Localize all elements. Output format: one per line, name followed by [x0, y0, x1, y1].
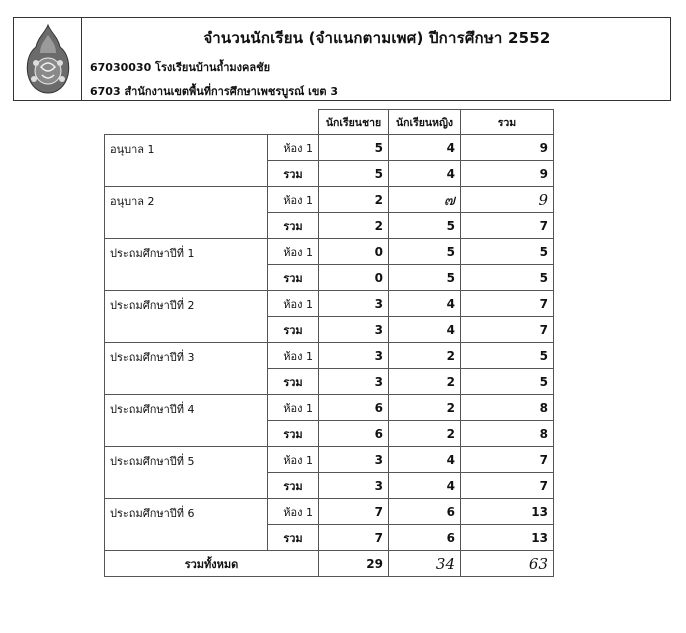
room-label: ห้อง 1: [268, 135, 319, 161]
table-header-row: [105, 110, 554, 135]
col-header-boys: นักเรียนชาย: [319, 110, 389, 135]
total-count: 5: [461, 369, 554, 395]
grade-level-label: อนุบาล 2: [105, 187, 268, 239]
grand-total-row: [105, 551, 554, 577]
room-label: ห้อง 1: [268, 187, 319, 213]
boys-count: 3: [319, 369, 389, 395]
boys-count: 3: [319, 291, 389, 317]
table-row: [105, 239, 554, 265]
girls-count: 4: [389, 447, 461, 473]
subtotal-label: รวม: [268, 473, 319, 499]
girls-count: 2: [389, 369, 461, 395]
girls-count: 2: [389, 343, 461, 369]
total-count: 9: [461, 187, 554, 213]
girls-count: 4: [389, 135, 461, 161]
girls-count: ๗: [389, 187, 461, 213]
school-code-name: 67030030 โรงเรียนบ้านถ้ำมงคลชัย: [90, 61, 271, 74]
girls-count: 4: [389, 291, 461, 317]
boys-count: 5: [319, 135, 389, 161]
grand-total-boys: 29: [319, 551, 389, 577]
grade-level-label: ประถมศึกษาปีที่ 1: [105, 239, 268, 291]
report-header: [13, 17, 671, 101]
boys-count: 0: [319, 239, 389, 265]
boys-count: 3: [319, 343, 389, 369]
grade-level-label: อนุบาล 1: [105, 135, 268, 187]
subtotal-label: รวม: [268, 213, 319, 239]
girls-count: 5: [389, 239, 461, 265]
girls-count: 4: [389, 161, 461, 187]
boys-count: 2: [319, 187, 389, 213]
room-label: ห้อง 1: [268, 499, 319, 525]
grand-total-all: 63: [461, 551, 554, 577]
ministry-emblem-icon: [24, 23, 72, 95]
table-row: [105, 395, 554, 421]
boys-count: 7: [319, 499, 389, 525]
total-count: 7: [461, 213, 554, 239]
subtotal-label: รวม: [268, 525, 319, 551]
boys-count: 3: [319, 473, 389, 499]
subtotal-label: รวม: [268, 317, 319, 343]
student-count-table: [104, 109, 554, 577]
table-row: [105, 499, 554, 525]
table-row: [105, 447, 554, 473]
total-count: 7: [461, 473, 554, 499]
total-count: 5: [461, 343, 554, 369]
table-row: [105, 343, 554, 369]
boys-count: 6: [319, 421, 389, 447]
total-count: 13: [461, 525, 554, 551]
total-count: 13: [461, 499, 554, 525]
total-count: 5: [461, 265, 554, 291]
total-count: 7: [461, 291, 554, 317]
boys-count: 7: [319, 525, 389, 551]
subtotal-label: รวม: [268, 161, 319, 187]
col-header-girls: นักเรียนหญิง: [389, 110, 461, 135]
boys-count: 3: [319, 317, 389, 343]
total-count: 7: [461, 447, 554, 473]
total-count: 8: [461, 421, 554, 447]
report-title: จำนวนนักเรียน (จำแนกตามเพศ) ปีการศึกษา 2552: [203, 29, 551, 47]
girls-count: 5: [389, 213, 461, 239]
total-count: 9: [461, 135, 554, 161]
grand-total-girls: 34: [389, 551, 461, 577]
grand-total-label: รวมทั้งหมด: [105, 551, 319, 577]
table-row: [105, 187, 554, 213]
table-row: [105, 135, 554, 161]
grade-level-label: ประถมศึกษาปีที่ 4: [105, 395, 268, 447]
grade-level-label: ประถมศึกษาปีที่ 2: [105, 291, 268, 343]
total-count: 8: [461, 395, 554, 421]
boys-count: 2: [319, 213, 389, 239]
total-count: 7: [461, 317, 554, 343]
room-label: ห้อง 1: [268, 291, 319, 317]
girls-count: 4: [389, 473, 461, 499]
boys-count: 3: [319, 447, 389, 473]
subtotal-label: รวม: [268, 265, 319, 291]
girls-count: 5: [389, 265, 461, 291]
girls-count: 6: [389, 499, 461, 525]
girls-count: 2: [389, 421, 461, 447]
room-label: ห้อง 1: [268, 343, 319, 369]
grade-level-label: ประถมศึกษาปีที่ 6: [105, 499, 268, 551]
total-count: 9: [461, 161, 554, 187]
logo-cell: [14, 18, 82, 100]
girls-count: 6: [389, 525, 461, 551]
girls-count: 4: [389, 317, 461, 343]
boys-count: 5: [319, 161, 389, 187]
room-label: ห้อง 1: [268, 447, 319, 473]
grade-level-label: ประถมศึกษาปีที่ 5: [105, 447, 268, 499]
room-label: ห้อง 1: [268, 395, 319, 421]
education-area: 6703 สำนักงานเขตพื้นที่การศึกษาเพชรบูรณ์ เขต 3: [90, 85, 339, 98]
girls-count: 2: [389, 395, 461, 421]
subtotal-label: รวม: [268, 369, 319, 395]
total-count: 5: [461, 239, 554, 265]
room-label: ห้อง 1: [268, 239, 319, 265]
grade-level-label: ประถมศึกษาปีที่ 3: [105, 343, 268, 395]
subtotal-label: รวม: [268, 421, 319, 447]
col-header-total: รวม: [461, 110, 554, 135]
table-row: [105, 291, 554, 317]
boys-count: 0: [319, 265, 389, 291]
boys-count: 6: [319, 395, 389, 421]
